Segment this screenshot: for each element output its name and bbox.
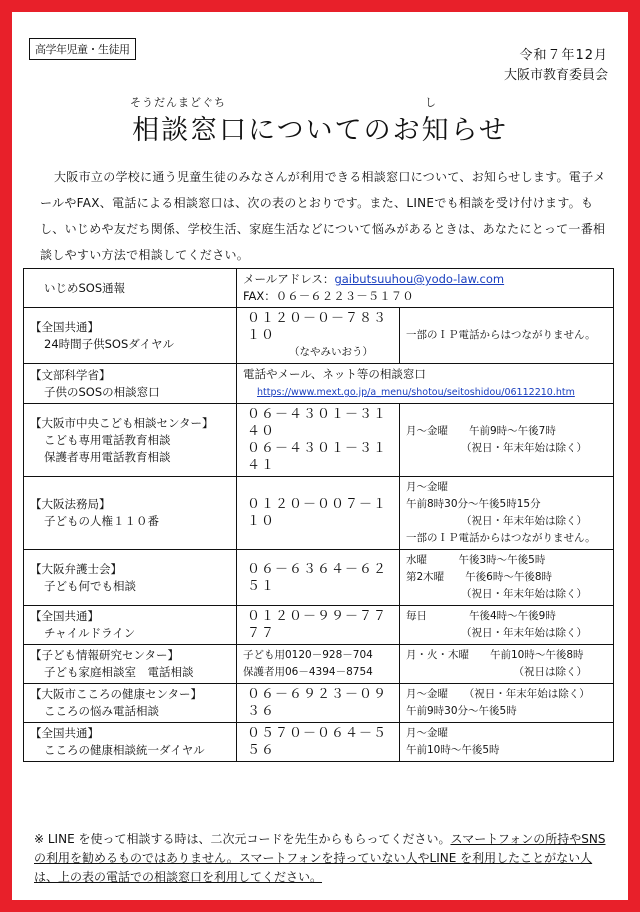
note-smartphone-disclaimer: スマートフォンの所持やSNS の利用を勧めるものではありません。スマートフォンを持っていない人やLINE を利用したことがない人は、上の表の電話での相談窓口を利用してください。 [34, 832, 606, 884]
hours-2: 午前9時30分～午後5時 [406, 705, 517, 717]
org-name: 【大阪弁護士会】 [30, 561, 122, 576]
phone-number[interactable]: ０１２０－９９－７７７７ [247, 609, 388, 641]
table-row [24, 269, 614, 308]
hours: 月・火・木曜 午前10時～午後8時 [406, 649, 584, 661]
title-ruby: そうだんまどぐち [130, 96, 226, 109]
phone-number[interactable]: ０１２０－００７－１１０ [247, 497, 388, 529]
phone-number[interactable]: ０６－６９２３－０９３６ [247, 687, 388, 719]
line-usage-note [34, 830, 614, 887]
service-name-2: 保護者専用電話教育相談 [44, 449, 171, 464]
fax-number: FAX：０６－６２２３－５１７０ [243, 289, 414, 303]
table-row [24, 606, 614, 645]
phone-number[interactable]: 子ども用0120－928－704 [243, 649, 373, 661]
note-line-instruction: ※ LINE を使って相談する時は、二次元コードを先生からもらってください。 [34, 832, 451, 846]
hours: 月～金曜 （祝日・年末年始は除く） [406, 688, 590, 700]
issue-date: 令和７年12月 [519, 48, 608, 63]
email-link[interactable]: gaibutsuuhou@yodo-law.com [334, 272, 505, 286]
service-name: チャイルドライン [44, 626, 136, 640]
hours: 月～金曜 午前9時～午後7時 [406, 425, 556, 437]
hours: 月～金曜 [406, 727, 448, 739]
phone-number[interactable]: ０１２０－０－７８３１０ [247, 311, 388, 343]
service-name: こども専用電話教育相談 [44, 432, 171, 447]
org-name: 【全国共通】 [30, 319, 99, 334]
table-row [24, 364, 614, 404]
table-row [24, 723, 614, 762]
service-description: 電話やメール、ネット等の相談窓口 [243, 367, 426, 381]
phone-number-2[interactable]: 保護者用06－4394－8754 [243, 666, 373, 678]
org-name: 【全国共通】 [30, 609, 99, 623]
mail-label: メールアドレス： [243, 272, 335, 286]
service-name: 子供のSOSの相談窓口 [44, 384, 160, 399]
hours-note: （祝日・年末年始は除く） [461, 515, 587, 527]
phone-mnemonic: （なやみいおう） [289, 346, 373, 358]
phone-number[interactable]: ０６－６３６４－６２５１ [247, 561, 388, 594]
phone-number-2[interactable]: ０６－４３０１－３１４１ [247, 441, 388, 473]
hours: 水曜 午後3時～午後5時 [406, 554, 546, 566]
notice-page [12, 12, 628, 900]
org-name: 【大阪市こころの健康センター】 [30, 687, 203, 701]
hours-2: 午前10時～午後5時 [406, 744, 500, 756]
audience-label: 高学年児童・生徒用 [29, 38, 136, 60]
hours-note: （祝日・年末年始は除く） [461, 627, 587, 639]
page-title: 相談窓口についてのお知らせ [132, 115, 508, 146]
service-name: 24時間子供SOSダイヤル [44, 336, 174, 351]
service-name: 子ども何でも相談 [44, 578, 136, 593]
hours-note: （祝日・年末年始は除く） [461, 442, 587, 454]
org-name: いじめSOS通報 [44, 280, 126, 295]
org-name: 【子ども情報研究センター】 [30, 648, 180, 662]
service-name: こころの健康相談統一ダイヤル [44, 743, 205, 757]
issuer: 大阪市教育委員会 [503, 68, 608, 83]
hours: 毎日 午後4時～午後9時 [406, 610, 556, 622]
service-name: こころの悩み電話相談 [44, 704, 159, 718]
org-name: 【大阪市中央こども相談センター】 [30, 415, 214, 430]
service-name: 子ども家庭相談室 電話相談 [44, 665, 194, 679]
table-row [24, 550, 614, 606]
hours-note: （祝日・年末年始は除く） [461, 588, 587, 600]
org-name: 【大阪法務局】 [30, 497, 111, 511]
ip-phone-note: 一部のＩＰ電話からはつながりません。 [406, 532, 596, 544]
table-row [24, 684, 614, 723]
table-row [24, 477, 614, 550]
intro-paragraph: 大阪市立の学校に通う児童生徒のみなさんが利用できる相談窓口について、お知らせします。電子メールやFAX、電話による相談窓口は、次の表のとおりです。また、LINEでも相談を受け付けます。もし、いじめや友だち関係、学校生活、家庭生活などについて悩みがあるときは、あなたにとって一番相談しやすい方法で相談してください。 [40, 170, 606, 262]
table-row [24, 645, 614, 684]
consultation-table [23, 268, 614, 762]
table-row [24, 308, 614, 364]
service-name: 子どもの人権１１０番 [44, 514, 159, 528]
org-name: 【全国共通】 [30, 726, 99, 740]
org-name: 【文部科学省】 [30, 367, 111, 382]
table-row [24, 404, 614, 477]
hours-note: 一部のＩＰ電話からはつながりません。 [406, 329, 596, 341]
phone-number[interactable]: ０５７０－０６４－５５６ [247, 726, 388, 758]
title-ruby-shi: し [425, 96, 436, 109]
hours-note: （祝日は除く） [513, 666, 587, 678]
hours-2: 第2木曜 午後6時～午後8時 [406, 571, 553, 583]
mext-url-link[interactable]: https://www.mext.go.jp/a_menu/shotou/seitoshidou/06112210.htm [257, 387, 575, 398]
hours: 月～金曜 [406, 481, 448, 493]
hours-2: 午前8時30分～午後5時15分 [406, 498, 541, 510]
phone-number[interactable]: ０６－４３０１－３１４０ [247, 407, 388, 439]
